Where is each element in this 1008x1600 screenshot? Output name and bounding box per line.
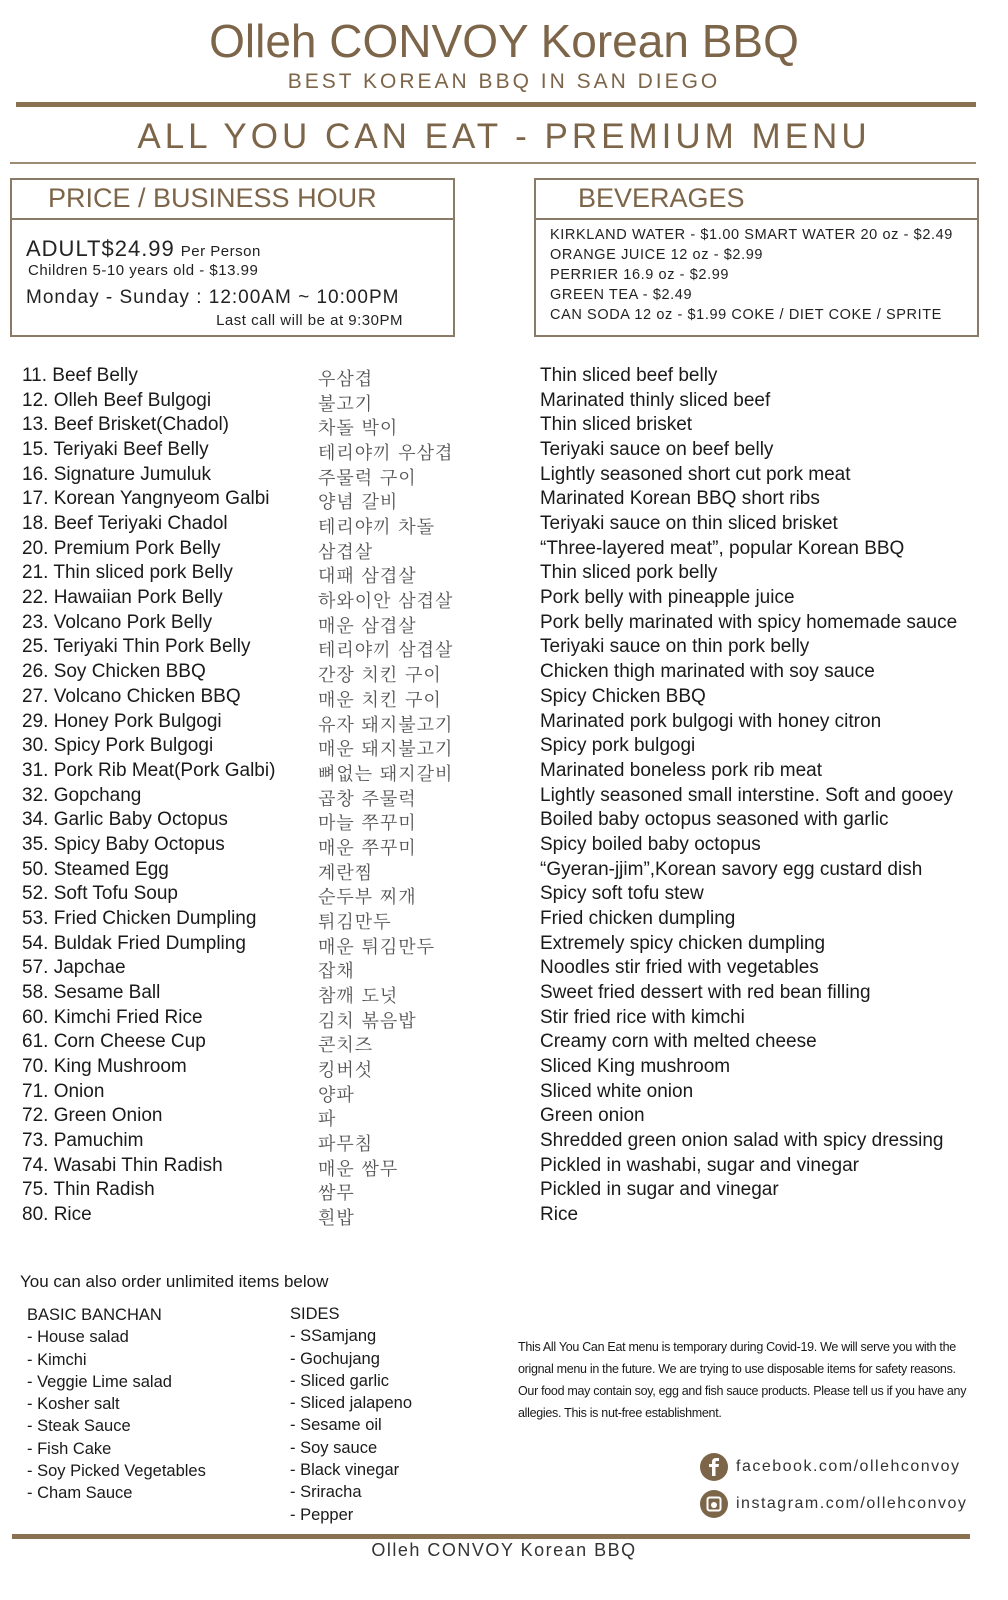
covid-notice: This All You Can Eat menu is temporary during Covid-19. We will serve you with the orignal menu in the future. We are trying to use disposable items for safety reasons. Our food may contain soy, egg and fish sauce products. Please tell us if you have any allegies. This is nut-free establishment. [518,1340,967,1420]
beverages-header [536,180,977,220]
menu-item-name: 12. Olleh Beef Bulgogi [22,389,212,411]
menu-item-description: Stir fried rice with kimchi [540,1006,745,1028]
menu-item [0,933,1008,958]
menu-item [0,711,1008,736]
menu-item [0,488,1008,513]
menu-item-description: Lightly seasoned short cut pork meat [540,463,851,485]
menu-item-korean-name: 테리야끼 우삼겹 [318,443,454,465]
menu-item-name: 22. Hawaiian Pork Belly [22,587,223,609]
menu-item-name: 73. Pamuchim [22,1130,144,1152]
menu-item [0,982,1008,1007]
sides-heading: SIDES [290,1305,340,1323]
menu-item-korean-name: 매운 쭈꾸미 [318,837,417,859]
menu-item [0,1031,1008,1056]
menu-item-korean-name: 킹버섯 [318,1060,374,1082]
menu-item-korean-name: 순두부 찌개 [318,887,417,909]
banchan-item: - Veggie Lime salad [27,1372,172,1391]
menu-item-description: Pickled in washabi, sugar and vinegar [540,1154,859,1176]
children-price: Children 5-10 years old - $13.99 [28,262,259,279]
menu-item-name: 21. Thin sliced pork Belly [22,562,233,584]
menu-item-description: Marinated pork bulgogi with honey citron [540,710,882,732]
banchan-item: - Kimchi [27,1350,87,1369]
menu-item-korean-name: 파무침 [318,1134,374,1156]
banchan-item: - Fish Cake [27,1439,112,1458]
sides-list [290,1303,412,1526]
beverage-line: ORANGE JUICE 12 oz - $2.99 [550,247,764,263]
divider [10,162,976,164]
menu-item-korean-name: 테리야끼 차돌 [318,517,436,539]
menu-item-name: 58. Sesame Ball [22,982,161,1003]
menu-item [0,686,1008,711]
menu-item-korean-name: 콘치즈 [318,1035,374,1057]
menu-item [0,414,1008,439]
menu-item-name: 26. Soy Chicken BBQ [22,661,206,683]
menu-item [0,365,1008,390]
menu-item-name: 53. Fried Chicken Dumpling [22,907,257,929]
menu-item-description: Green onion [540,1105,645,1127]
restaurant-title: Olleh CONVOY Korean BBQ [209,15,799,67]
menu-item-korean-name: 튀김만두 [318,911,392,933]
menu-item-korean-name: 삼겹살 [318,541,374,563]
menu-item [0,908,1008,933]
menu-item-description: Thin sliced brisket [540,414,693,436]
menu-item-name: 60. Kimchi Fried Rice [22,1006,203,1028]
menu-item-description: Chicken thigh marinated with soy sauce [540,661,875,683]
menu-item-name: 50. Steamed Egg [22,858,169,880]
menu-item-name: 18. Beef Teriyaki Chadol [22,513,228,535]
menu-item [0,1204,1008,1229]
menu-item-korean-name: 매운 튀김만두 [318,936,436,958]
menu-item [0,1155,1008,1180]
menu-item [0,1007,1008,1032]
sides-item: - Soy sauce [290,1438,378,1457]
menu-item-korean-name: 양파 [318,1084,355,1106]
menu-item-name: 25. Teriyaki Thin Pork Belly [22,636,251,658]
facebook-link[interactable] [700,1453,961,1481]
menu-item-description: Marinated thinly sliced beef [540,389,771,411]
menu-item-description: Thin sliced beef belly [540,365,718,386]
banchan-item: - Kosher salt [27,1395,120,1414]
menu-item-name: 71. Onion [22,1080,105,1102]
menu-item-name: 30. Spicy Pork Bulgogi [22,735,214,757]
menu-item-name: 80. Rice [22,1204,92,1226]
menu-item [0,760,1008,785]
menu-item-description: “Gyeran-jjim”,Korean savory egg custard dish [540,858,923,880]
menu-item-description: Boiled baby octopus seasoned with garlic [540,809,889,831]
menu-item-korean-name: 불고기 [318,393,374,415]
menu-item-name: 11. Beef Belly [22,365,138,386]
menu-item-korean-name: 대패 삼겹살 [318,566,417,588]
menu-title: ALL YOU CAN EAT - PREMIUM MENU [137,117,871,156]
menu-item-korean-name: 주물럭 구이 [318,467,417,489]
menu-item-name: 35. Spicy Baby Octopus [22,833,225,855]
facebook-url[interactable]: facebook.com/ollehconvoy [736,1458,961,1475]
menu-item [0,390,1008,415]
beverages-heading: BEVERAGES [578,183,745,213]
price-hours-box [10,178,455,337]
adult-price-value: ADULT$24.99 [26,236,175,261]
menu-item [0,735,1008,760]
footer-name: Olleh CONVOY Korean BBQ [371,1540,637,1560]
beverage-line: KIRKLAND WATER - $1.00 SMART WATER 20 oz - $2.49 [550,227,953,243]
business-hours: Monday - Sunday : 12:00AM ~ 10:00PM [26,287,400,308]
menu-item-korean-name: 곱창 주물럭 [318,788,417,810]
menu-item-korean-name: 매운 돼지불고기 [318,739,454,761]
menu-item-korean-name: 뼈없는 돼지갈비 [318,763,454,785]
unlimited-intro: You can also order unlimited items below [20,1272,329,1291]
menu-item-description: Spicy boiled baby octopus [540,833,761,855]
menu-item [0,1179,1008,1204]
menu-item-description: Teriyaki sauce on thin pork belly [540,636,810,658]
menu-item-name: 15. Teriyaki Beef Belly [22,439,209,461]
menu-item-korean-name: 쌈무 [318,1183,355,1205]
banchan-item: - Cham Sauce [27,1484,133,1503]
last-call: Last call will be at 9:30PM [216,312,403,329]
menu-item-name: 34. Garlic Baby Octopus [22,809,228,831]
menu-item-description: Spicy Chicken BBQ [540,685,706,707]
menu-item-description: Marinated boneless pork rib meat [540,759,822,781]
menu-item [0,957,1008,982]
menu-item-korean-name: 우삼겹 [318,369,374,390]
menu-item-korean-name: 흰밥 [318,1208,355,1230]
menu-item-name: 13. Beef Brisket(Chadol) [22,414,229,436]
banchan-item: - Soy Picked Vegetables [27,1462,206,1481]
menu-item-korean-name: 양념 갈비 [318,492,399,514]
menu-item-description: Teriyaki sauce on beef belly [540,439,774,461]
sides-item: - Sliced garlic [290,1371,390,1390]
menu-item-description: Spicy soft tofu stew [540,883,704,905]
menu-item [0,1081,1008,1106]
menu-item-name: 32. Gopchang [22,784,142,806]
price-hours-header [12,180,453,220]
menu-item-description: Marinated Korean BBQ short ribs [540,488,820,510]
per-person-label: Per Person [180,243,261,260]
menu-item-description: Thin sliced pork belly [540,562,718,584]
restaurant-tagline: BEST KOREAN BBQ IN SAN DIEGO [287,70,721,93]
menu-item-korean-name: 하와이안 삼겹살 [318,591,454,613]
menu-item [0,612,1008,637]
divider [12,1534,970,1539]
menu-item-name: 17. Korean Yangnyeom Galbi [22,488,270,510]
menu-item-description: Fried chicken dumpling [540,907,736,929]
menu-item [0,439,1008,464]
menu-item [0,661,1008,686]
menu-item-description: Noodles stir fried with vegetables [540,957,819,979]
menu-item-description: Rice [540,1204,579,1226]
instagram-url[interactable]: instagram.com/ollehconvoy [736,1495,968,1512]
menu-item [0,1056,1008,1081]
menu-item-name: 61. Corn Cheese Cup [22,1031,206,1053]
menu-item-name: 23. Volcano Pork Belly [22,611,213,633]
menu-item [0,538,1008,563]
banchan-list [27,1304,206,1505]
sides-item: - Black vinegar [290,1461,400,1480]
menu-item-description: Spicy pork bulgogi [540,735,696,757]
sides-item: - Pepper [290,1505,354,1524]
menu-item-description: Lightly seasoned small interstine. Soft and gooey [540,784,953,806]
menu-item-korean-name: 매운 치킨 구이 [318,689,442,711]
menu-item-name: 16. Signature Jumuluk [22,463,212,485]
menu-item-name: 72. Green Onion [22,1105,163,1127]
menu-item-name: 52. Soft Tofu Soup [22,883,178,905]
beverage-line: CAN SODA 12 oz - $1.99 COKE / DIET COKE / SPRITE [550,307,942,323]
menu-item-description: Teriyaki sauce on thin sliced brisket [540,513,838,535]
beverage-line: PERRIER 16.9 oz - $2.99 [550,267,730,283]
banchan-item: - House salad [27,1328,129,1347]
menu-item-korean-name: 테리야끼 삼겹살 [318,640,454,662]
menu-item [0,785,1008,810]
menu-item-description: Pork belly with pineapple juice [540,587,795,609]
menu-item-description: “Three-layered meat”, popular Korean BBQ [540,537,905,559]
menu-item-korean-name: 유자 돼지불고기 [318,714,454,736]
menu-item-korean-name: 마늘 쭈꾸미 [318,813,417,835]
adult-price [26,236,261,262]
menu-item [0,562,1008,587]
sides-item: - Sesame oil [290,1416,382,1435]
menu-item-korean-name: 계란찜 [318,862,374,884]
beverage-line: GREEN TEA - $2.49 [550,287,693,303]
menu-item-name: 29. Honey Pork Bulgogi [22,710,222,732]
menu-item-description: Sliced white onion [540,1080,694,1102]
menu-item [0,513,1008,538]
menu-item-korean-name: 차돌 박이 [318,418,399,440]
sides-item: - Sliced jalapeno [290,1394,412,1413]
menu-item [0,1105,1008,1130]
menu-item-korean-name: 매운 쌈무 [318,1158,399,1180]
menu-item [0,809,1008,834]
menu-item-description: Pickled in sugar and vinegar [540,1179,779,1201]
sides-item: - Sriracha [290,1483,362,1502]
menu-item-description: Extremely spicy chicken dumpling [540,932,826,954]
menu-item-korean-name: 잡채 [318,961,355,983]
menu-item-description: Creamy corn with melted cheese [540,1031,817,1053]
beverages-box [534,178,979,337]
menu-item [0,1130,1008,1155]
instagram-icon [700,1490,728,1518]
menu-item [0,636,1008,661]
facebook-icon [700,1453,728,1481]
menu-item-korean-name: 참깨 도넛 [318,986,399,1007]
instagram-link[interactable] [700,1490,967,1518]
menu-item-korean-name: 김치 볶음밥 [318,1010,417,1032]
menu-item [0,883,1008,908]
menu-item [0,464,1008,489]
sides-item: - SSamjang [290,1327,377,1346]
menu-item-name: 74. Wasabi Thin Radish [22,1154,223,1176]
menu-item-description: Shredded green onion salad with spicy dressing [540,1130,944,1152]
menu-item-korean-name: 간장 치킨 구이 [318,665,442,687]
menu-item-description: Sweet fried dessert with red bean filling [540,982,871,1003]
menu-item [0,834,1008,859]
menu-item [0,859,1008,884]
menu-item-description: Sliced King mushroom [540,1056,731,1078]
menu-item-description: Pork belly marinated with spicy homemade sauce [540,611,958,633]
menu-item-korean-name: 매운 삼겹살 [318,615,417,637]
menu-item-name: 75. Thin Radish [22,1179,155,1201]
banchan-item: - Steak Sauce [27,1417,131,1436]
divider [16,102,976,107]
menu-item-name: 27. Volcano Chicken BBQ [22,685,241,707]
banchan-heading: BASIC BANCHAN [27,1306,162,1324]
menu-item [0,587,1008,612]
menu-item-name: 54. Buldak Fried Dumpling [22,932,246,954]
menu-item-name: 57. Japchae [22,957,126,979]
menu-item-name: 31. Pork Rib Meat(Pork Galbi) [22,759,276,781]
price-hours-heading: PRICE / BUSINESS HOUR [48,183,377,213]
menu-item-korean-name: 파 [318,1109,337,1131]
menu-item-name: 70. King Mushroom [22,1056,187,1078]
sides-item: - Gochujang [290,1349,380,1368]
menu-item-name: 20. Premium Pork Belly [22,537,221,559]
